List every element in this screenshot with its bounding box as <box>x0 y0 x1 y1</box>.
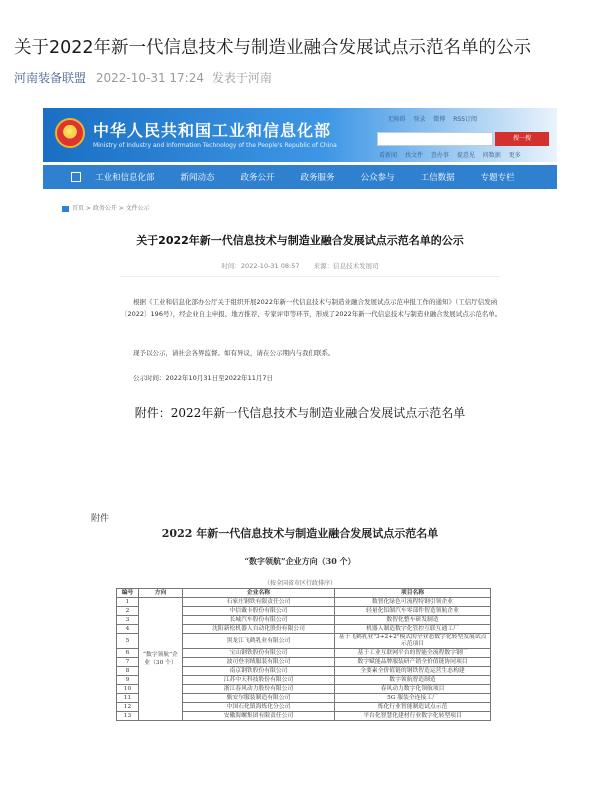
attachment-label: 附件 <box>91 514 110 524</box>
nav-item-news[interactable]: 新闻动态 <box>180 173 215 183</box>
company-name: 黑龙江飞鹤乳业有限公司 <box>183 634 335 649</box>
company-name: 沈阳新松机器人自动化股份有限公司 <box>183 625 335 634</box>
breadcrumb <box>62 203 150 212</box>
article-meta <box>14 69 276 86</box>
login-link[interactable]: 登录 <box>413 116 426 123</box>
company-name: 长城汽车股份有限公司 <box>183 616 335 625</box>
project-name: 全要素全价值链的钢铁智造运营生态构建 <box>335 667 491 676</box>
rss-link[interactable]: RSS订阅 <box>453 116 477 123</box>
company-name: 石家庄钢铁有限责任公司 <box>183 598 335 607</box>
home-icon[interactable] <box>71 172 81 182</box>
attachment-subtitle: “数字领航”企业方向（30 个） <box>244 556 356 566</box>
sub-link[interactable]: 看新闻 <box>379 152 398 159</box>
project-name: 轻量化铝制汽车零部件智造领航企业 <box>335 607 491 616</box>
miit-screenshot <box>43 108 557 189</box>
nav-item-data[interactable]: 工信数据 <box>420 173 455 183</box>
row-number: 10 <box>117 685 139 694</box>
row-number: 2 <box>117 607 139 616</box>
project-name: 平台化智慧化建材行业数字化转型项目 <box>335 712 491 721</box>
row-number: 6 <box>117 649 139 658</box>
header-cell: 编号 <box>117 589 139 598</box>
search-button[interactable]: 搜一搜 <box>495 132 549 146</box>
project-name: 数字赋能品牌服装研产销全价值链协同项目 <box>335 658 491 667</box>
sub-link[interactable]: 提意见 <box>456 152 475 159</box>
document-date: 时间：2022-10-31 08:57 <box>221 262 300 270</box>
nav-item-ministry[interactable]: 工业和信息化部 <box>95 173 155 183</box>
row-number: 13 <box>117 712 139 721</box>
miit-name: 中华人民共和国工业和信息化部 <box>93 121 332 140</box>
company-name: 浙江春风动力股份有限公司 <box>183 685 335 694</box>
company-name: 波司登羽绒服装有限公司 <box>183 658 335 667</box>
company-name: 甄安尔服装制造有限公司 <box>183 694 335 703</box>
nav-item-affairs[interactable]: 政务公开 <box>240 173 275 183</box>
pilot-list-table <box>116 588 491 721</box>
document-paragraph: 现予以公示，请社会各界监督。如有异议，请在公示期内与我们联系。 <box>133 349 335 357</box>
sub-link[interactable]: 找文件 <box>404 152 423 159</box>
row-number: 11 <box>117 694 139 703</box>
search-input[interactable] <box>377 132 493 146</box>
row-number: 1 <box>117 598 139 607</box>
project-name: 炼化行业智能制造试点示范 <box>335 703 491 712</box>
header-cell: 企业名称 <box>183 589 335 598</box>
article-title: 关于2022年新一代信息技术与制造业融合发展试点示范名单的公示 <box>14 38 532 58</box>
project-name: 基于工业互联网平台的智能全流程数字钢厂 <box>335 649 491 658</box>
document-paragraph: 根据《工业和信息化部办公厅关于组织开展2022年新一代信息技术与制造业融合发展试点示范申报工作的通知》（工信厅信发函〔2022〕196号），经企业自主申报、地方推荐、专家评审等环节，形成了2022年新一代信息技术与制造业融合发展试点示范名单。 <box>121 298 502 318</box>
document-meta <box>0 261 600 270</box>
row-number: 7 <box>117 658 139 667</box>
project-name: 基于飞鹤乳业"3+2+2"模式的全业态数字化转型发展试点示范项目 <box>335 634 491 649</box>
sub-link[interactable]: 问数据 <box>482 152 501 159</box>
project-name: 5G 服装全连接工厂 <box>335 694 491 703</box>
sub-link[interactable]: 更多 <box>508 152 521 159</box>
accessibility-link[interactable]: 无障碍 <box>387 116 406 123</box>
sub-link[interactable]: 查办事 <box>430 152 449 159</box>
row-number: 8 <box>117 667 139 676</box>
weibo-link[interactable]: 微博 <box>433 116 446 123</box>
attachment-link[interactable]: 附件：2022年新一代信息技术与制造业融合发展试点示范名单 <box>134 406 466 420</box>
publish-date: 2022-10-31 17:24 <box>95 71 204 85</box>
row-number: 12 <box>117 703 139 712</box>
company-name: 宝山钢铁股份有限公司 <box>183 649 335 658</box>
breadcrumb-text[interactable]: 首页 > 政务公开 > 文件公示 <box>72 205 150 212</box>
publish-location: 发表于河南 <box>211 71 272 85</box>
publicity-period: 公示时间：2022年10月31日至2022年11月7日 <box>133 374 274 382</box>
header-cell: 方向 <box>139 589 183 598</box>
author-link[interactable]: 河南装备联盟 <box>14 71 87 85</box>
national-emblem-icon <box>55 118 85 148</box>
company-name: 安徽海螺集团有限责任公司 <box>183 712 335 721</box>
nav-item-services[interactable]: 政务服务 <box>300 173 335 183</box>
document-source: 来源：信息技术发展司 <box>313 262 379 270</box>
row-number: 5 <box>117 634 139 649</box>
company-name: 中信戴卡股份有限公司 <box>183 607 335 616</box>
project-name: 数智化整车研发制造 <box>335 616 491 625</box>
project-name: 春风动力数字化领航项目 <box>335 685 491 694</box>
home-icon <box>62 206 69 212</box>
document-title: 关于2022年新一代信息技术与制造业融合发展试点示范名单的公示 <box>136 234 464 247</box>
project-name: 数字领航智造制造 <box>335 676 491 685</box>
attachment-title: 2022 年新一代信息技术与制造业融合发展试点示范名单 <box>161 527 439 540</box>
table-row <box>117 598 491 607</box>
row-number: 4 <box>117 625 139 634</box>
row-number: 9 <box>117 676 139 685</box>
header-top-links <box>381 114 477 123</box>
nav-item-participation[interactable]: 公众参与 <box>360 173 395 183</box>
attachment-note: （按全国省市区行政排序） <box>263 580 336 587</box>
main-nav <box>43 165 557 189</box>
row-number: 3 <box>117 616 139 625</box>
direction-cell: “数字领航”企业（30 个） <box>139 598 183 721</box>
project-name: 机器人制造数字化管控互联互通工厂 <box>335 625 491 634</box>
nav-item-topics[interactable]: 专题专栏 <box>480 173 515 183</box>
project-name: 数智化绿色可流程特钢引领企业 <box>335 598 491 607</box>
table-header-row <box>117 589 491 598</box>
header-cell: 项目名称 <box>335 589 491 598</box>
miit-header <box>43 108 557 162</box>
company-name: 中国石化镇海炼化分公司 <box>183 703 335 712</box>
miit-english-name: Ministry of Industry and Information Technology of the People's Republic of China <box>93 142 337 149</box>
company-name: 南京钢铁股份有限公司 <box>183 667 335 676</box>
company-name: 江苏中天科技股份有限公司 <box>183 676 335 685</box>
divider <box>120 276 500 277</box>
header-sub-links <box>379 150 527 159</box>
